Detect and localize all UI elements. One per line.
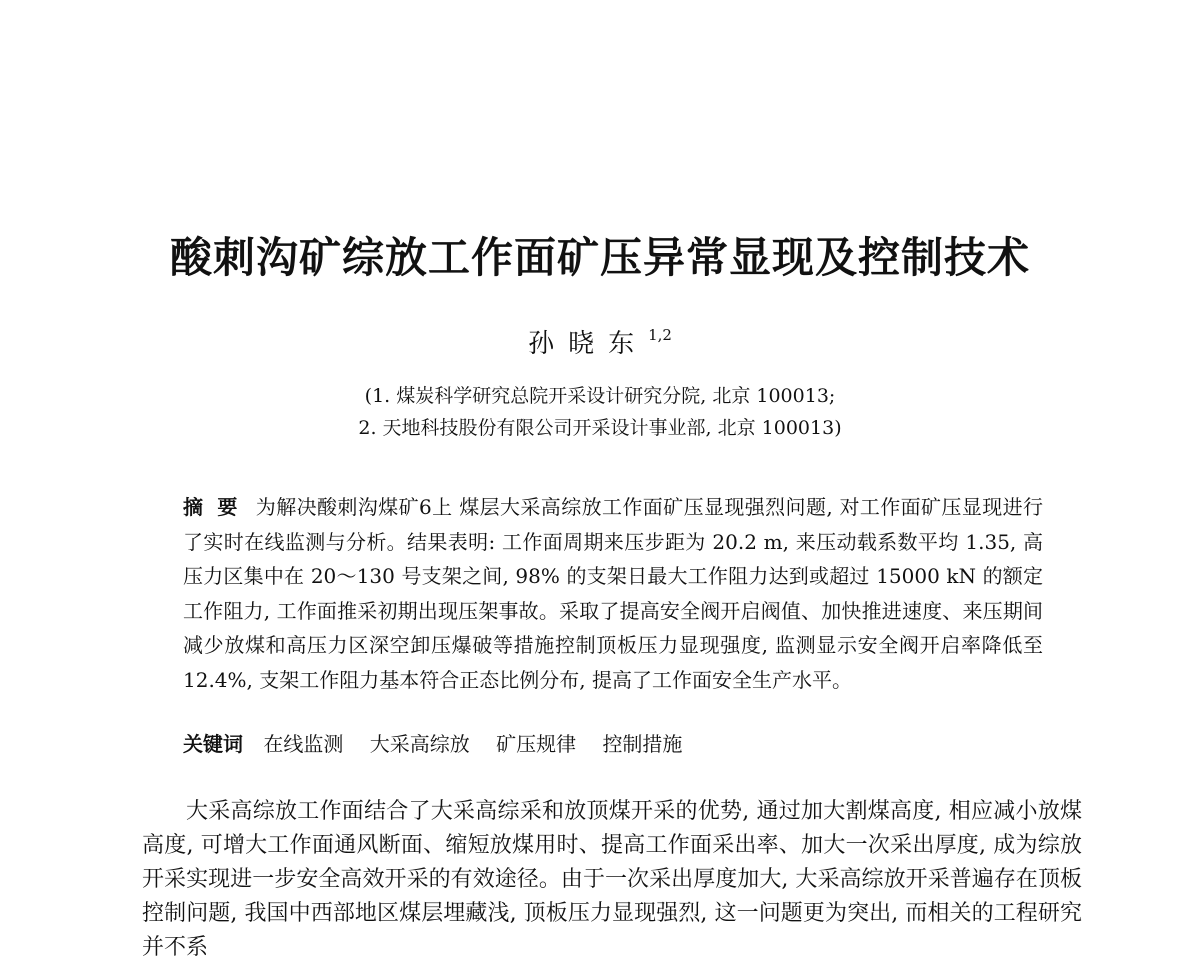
- author-affiliation-marker: 1,2: [648, 326, 672, 344]
- keyword-item: 大采高综放: [369, 732, 470, 756]
- keyword-item: 在线监测: [263, 732, 344, 756]
- keyword-item: 矿压规律: [496, 732, 577, 756]
- keywords: [183, 729, 1043, 759]
- affiliation-1: (1. 煤炭科学研究总院开采设计研究分院, 北京 100013;: [364, 385, 836, 407]
- keywords-label: 关键词: [183, 732, 243, 756]
- body-paragraph: 大采高综放工作面结合了大采高综采和放顶煤开采的优势, 通过加大割煤高度, 相应减小放煤高度, 可增大工作面通风断面、缩短放煤用时、提高工作面采出率、加大一次采出厚度, 成为综放开采实现进一步安全高效开采的有效途径。由于一次采出厚度加大, 大采高综放开采普遍存在顶板控制问题, 我国中西部地区煤层埋藏浅, 顶板压力显现强烈, 这一问题更为突出, 而相关的工程研究并不系: [142, 799, 1082, 960]
- abstract-label: 摘要: [183, 495, 252, 519]
- author-name: 孙晓东: [528, 329, 649, 359]
- author-line: [0, 318, 1200, 361]
- paper-title: 酸刺沟矿综放工作面矿压异常显现及控制技术: [169, 233, 1030, 282]
- keyword-item: 控制措施: [602, 732, 683, 756]
- abstract: [183, 490, 1043, 697]
- affiliation-2: 2. 天地科技股份有限公司开采设计事业部, 北京 100013): [358, 417, 842, 439]
- abstract-text: 为解决酸刺沟煤矿6上 煤层大采高综放工作面矿压显现强烈问题, 对工作面矿压显现进行了实时在线监测与分析。结果表明: 工作面周期来压步距为 20.2 m, 来压动载系数平均 1.35, 高压力区集中在 20～130 号支架之间, 98% 的支架日最大工作阻力达到或超过 15000 kN 的额定工作阻力, 工作面推采初期出现压架事故。采取了提高安全阀开启阀值、加快推进速度、来压期间减少放煤和高压力区深空卸压爆破等措施控制顶板压力显现强度, 监测显示安全阀开启率降低至 12.4%, 支架工作阻力基本符合正态比例分布, 提高了工作面安全生产水平。: [183, 495, 1044, 692]
